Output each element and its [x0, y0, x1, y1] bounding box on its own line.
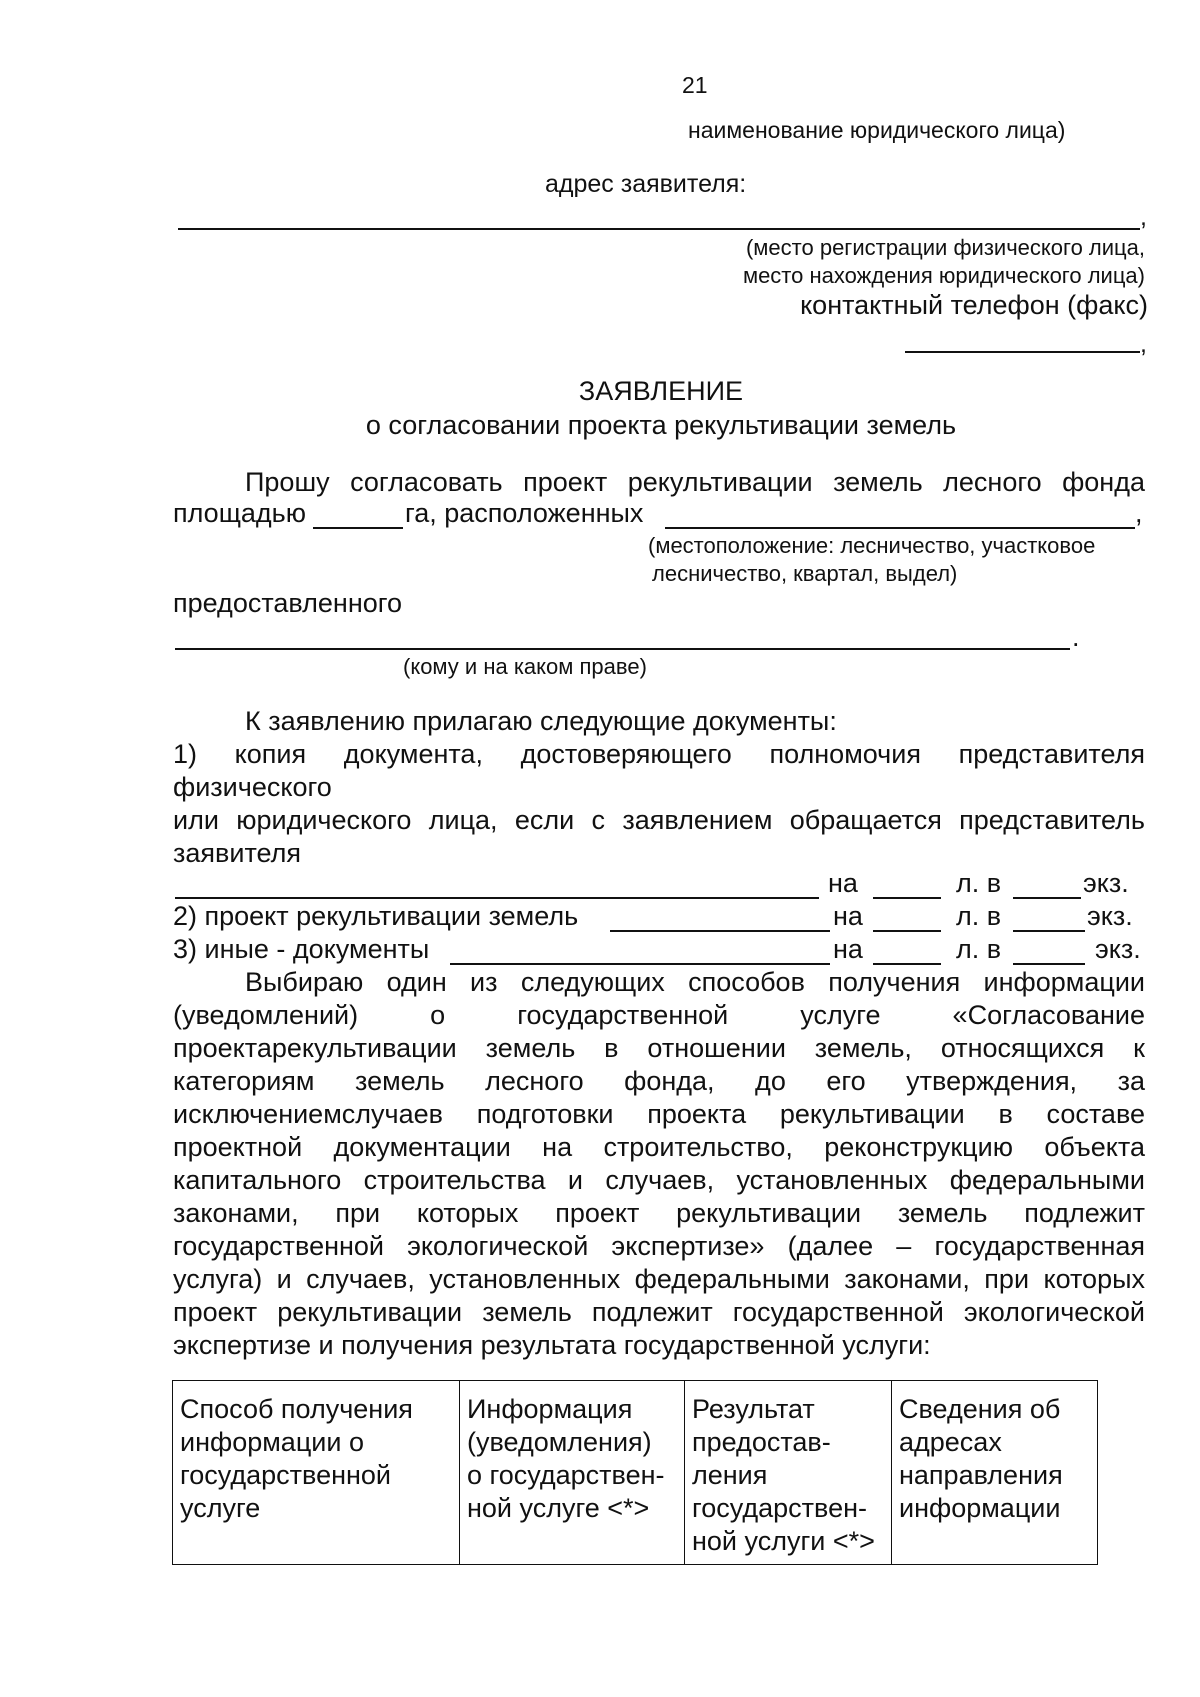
legal-entity-name-caption: наименование юридического лица) — [688, 117, 1066, 143]
area-label: площадью — [173, 498, 306, 528]
delivery-options-table — [172, 1380, 1098, 1565]
attachments-intro: К заявлению прилагаю следующие документы: — [245, 706, 837, 736]
sheets-fill-line — [873, 930, 941, 932]
sheets-label: л. в — [956, 934, 1002, 964]
location-caption-1: (местоположение: лесничество, участковое — [648, 533, 1096, 558]
on-label: на — [833, 934, 863, 964]
attachment-3-fill-line — [450, 963, 830, 965]
attachment-2-fill-line — [610, 930, 830, 932]
phone-comma: , — [1140, 330, 1147, 358]
granted-caption: (кому и на каком праве) — [403, 654, 647, 679]
granted-fill-line — [175, 648, 1070, 650]
location-caption-2: лесничество, квартал, выдел) — [652, 561, 958, 586]
attachment-1-block: 1) копия документа, достоверяющего полномочия представителя физического или юридического лица, если с заявлением обращается представитель заявителя — [173, 739, 1145, 868]
table-header-notifications: Информация (уведомления) о государствен- ной услуге <*> — [460, 1381, 685, 1565]
granted-label: предоставленного — [173, 588, 403, 618]
table-header-row — [173, 1381, 1098, 1565]
table-header-result: Результат предостав- ления государствен- ной услуги <*> — [685, 1381, 892, 1565]
on-label: на — [828, 868, 858, 898]
phone-fill-line — [905, 351, 1140, 353]
attachment-3-row — [173, 934, 1145, 966]
document-subheading: о согласовании проекта рекультивации земель — [365, 410, 957, 440]
attachment-2-label: 2) проект рекультивации земель — [173, 901, 579, 931]
on-label: на — [833, 901, 863, 931]
page-number: 21 — [682, 72, 708, 98]
location-comma: , — [1135, 498, 1143, 528]
table-header-method: Способ получения информации о государственной услуге — [173, 1381, 460, 1565]
attachment-3-label: 3) иные - документы — [173, 934, 430, 964]
area-row — [173, 498, 1145, 530]
area-unit: га, расположенных — [405, 498, 644, 528]
sheets-fill-line — [873, 963, 941, 965]
attachment-1-fill-line — [175, 897, 819, 899]
phone-label: контактный телефон (факс) — [800, 290, 1148, 320]
address-fill-line — [178, 228, 1140, 230]
attachment-1-row — [173, 868, 1145, 900]
location-fill-line — [665, 527, 1135, 529]
sheets-label: л. в — [956, 901, 1002, 931]
copies-label: экз. — [1095, 934, 1141, 964]
document-heading: ЗАЯВЛЕНИЕ — [578, 376, 744, 406]
copies-fill-line — [1013, 930, 1085, 932]
choice-paragraph: Выбираю один из следующих способов получения информации (уведомлений) о государственной услуге «Согласование проектарекультивации земель в отношении земель, относящихся к категориям земель лесного фонда, до его утверждения, за исключениемслучаев подготовки проекта рекультивации в составе проектной документации на строительство, реконструкцию объекта капитального строительства и случаев, установленных федеральными законами, при которых проект рекультивации земель подлежит государственной экологической экспертизе» (далее – государственная услуга) и случаев, установленных федеральными законами, при которых проект рекультивации земель подлежит государственной экологической экспертизе и получения результата государственной услуги: — [173, 967, 1145, 1360]
address-caption-1: (место регистрации физического лица, — [745, 235, 1145, 260]
request-line-1: Прошу согласовать проект рекультивации земель лесного фонда — [245, 467, 1145, 497]
address-caption-2: место нахождения юридического лица) — [742, 263, 1145, 288]
copies-label: экз. — [1083, 868, 1129, 898]
address-label: адрес заявителя: — [545, 170, 747, 198]
sheets-label: л. в — [956, 868, 1002, 898]
address-comma: , — [1140, 203, 1147, 231]
copies-fill-line — [1013, 897, 1081, 899]
area-fill-line — [313, 527, 403, 529]
copies-label: экз. — [1087, 901, 1133, 931]
table-header-addresses: Сведения об адресах направления информации — [892, 1381, 1098, 1565]
granted-period: . — [1072, 622, 1080, 652]
sheets-fill-line — [873, 897, 941, 899]
attachment-2-row — [173, 901, 1145, 933]
copies-fill-line — [1013, 963, 1085, 965]
